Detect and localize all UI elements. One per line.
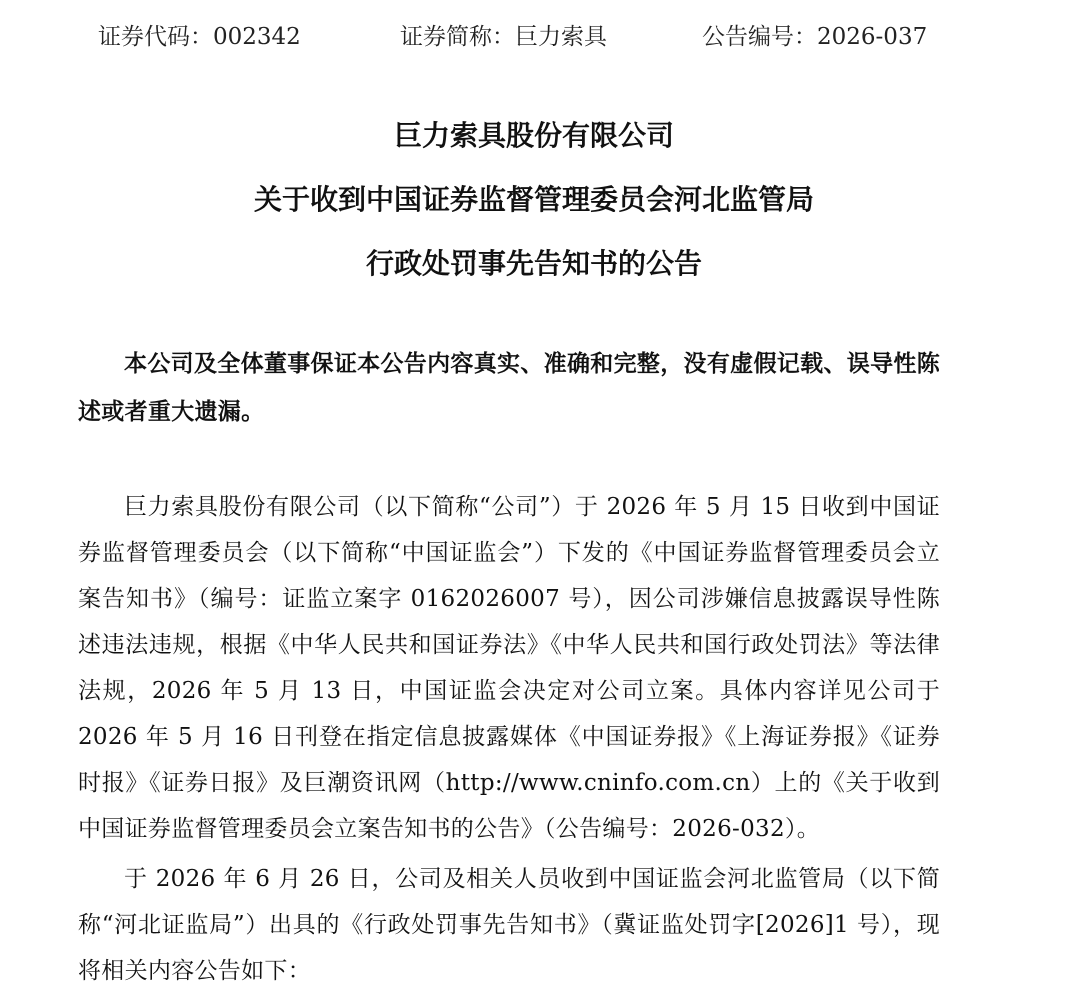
statement-paragraph: 本公司及全体董事保证本公告内容真实、准确和完整，没有虚假记载、误导性陈述或者重大遗漏。 xyxy=(78,351,940,425)
document-header xyxy=(0,20,1068,54)
stock-code: 证券代码：002342 xyxy=(98,24,301,50)
announcement-number: 公告编号：2026-037 xyxy=(702,24,928,50)
title-document: 行政处罚事先告知书的公告 xyxy=(365,247,702,280)
body-paragraph-1: 巨力索具股份有限公司（以下简称“公司”）于 2026 年 5 月 15 日收到中国证券监督管理委员会（以下简称“中国证监会”）下发的《中国证券监督管理委员会立案告知书》（编号：证监立案字 0162026007 号），因公司涉嫌信息披露误导性陈述违法违规，根据《中华人民共和国证券法》《中华人民共和国行政处罚法》等法律法规，2026 年 5 月 13 日，中国证监会决定对公司立案。具体内容详见公司于 2026 年 5 月 16 日刊登在指定信息披露媒体《中国证券报》《上海证券报》《证券时报》《证券日报》及巨潮资讯网（http://www.cninfo.com.cn）上的《关于收到中国证券监督管理委员会立案告知书的公告》（公告编号：2026-032）。 xyxy=(78,494,940,842)
body-paragraph-2: 于 2026 年 6 月 26 日，公司及相关人员收到中国证监会河北监管局（以下简称“河北证监局”）出具的《行政处罚事先告知书》（冀证监处罚字[2026]1 号），现将相关内容公告如下： xyxy=(78,866,940,984)
stock-abbreviation: 证券简称：巨力索具 xyxy=(400,24,607,50)
title-subject: 关于收到中国证券监督管理委员会河北监管局 xyxy=(253,183,814,216)
title-company: 巨力索具股份有限公司 xyxy=(393,119,674,152)
board-statement xyxy=(78,340,940,436)
announcement-body xyxy=(78,484,940,994)
